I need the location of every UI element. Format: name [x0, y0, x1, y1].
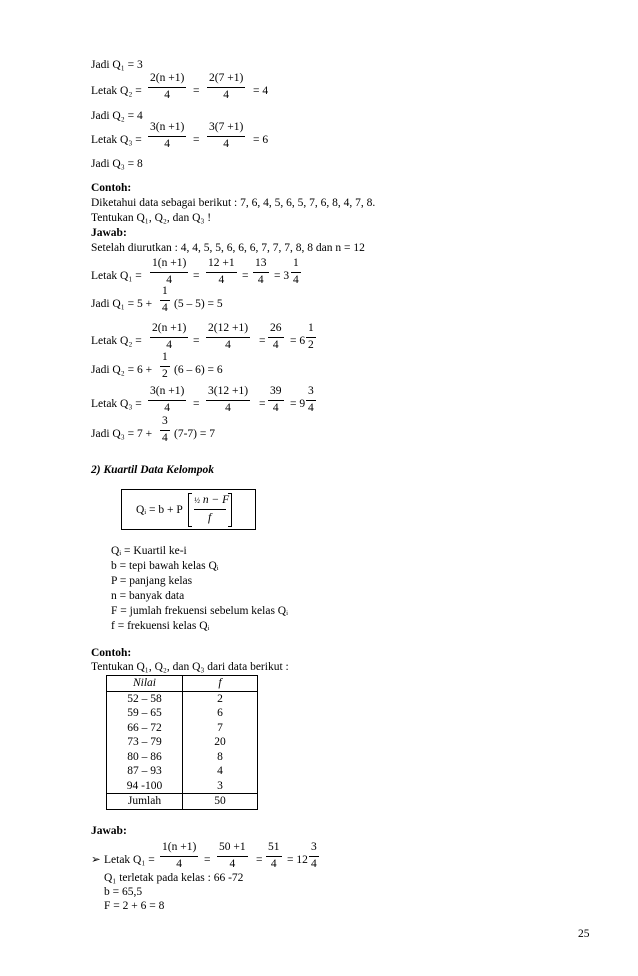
frequency-table	[106, 675, 258, 810]
fraction: 3(7 +1) 4	[209, 121, 244, 150]
line-jadi-q1-calc: Jadi Q₁ = 5 +	[91, 298, 153, 310]
cell-f: 7	[183, 721, 258, 736]
fraction: 12 +1 4	[208, 257, 235, 286]
table-row	[107, 735, 258, 750]
table-row	[107, 721, 258, 736]
line-jadi-q3-calc: Jadi Q₃ = 7 +	[91, 428, 153, 440]
cell-f: 4	[183, 764, 258, 779]
cell-nilai: 73 – 79	[107, 735, 183, 750]
fraction: 1 2	[162, 351, 168, 380]
definition-n: n = banyak data	[111, 590, 185, 602]
fraction: 50 +1 4	[219, 841, 246, 870]
fraction: 3 4	[162, 415, 168, 444]
table-total-row	[107, 794, 258, 810]
line-jadi-q2: Jadi Q₂ = 4	[91, 110, 143, 122]
fraction: 13 4	[255, 257, 267, 286]
fraction: 3 4	[311, 841, 317, 870]
expression: (6 – 6) = 6	[174, 364, 223, 376]
line-letak-q3-ex: Letak Q₃ =	[91, 398, 142, 410]
result: = 3	[274, 270, 290, 282]
cell-f: 8	[183, 750, 258, 765]
line-jadi-q1: Jadi Q₁ = 3	[91, 59, 143, 71]
equals: =	[193, 398, 200, 410]
line-jadi-q3: Jadi Q₃ = 8	[91, 158, 143, 170]
cell-nilai: 59 – 65	[107, 706, 183, 721]
formula-denominator: f	[208, 512, 212, 524]
definition-qi: Qᵢ = Kuartil ke-i	[111, 545, 187, 557]
text-diketahui: Diketahui data sebagai berikut : 7, 6, 4, 5, 6, 5, 7, 6, 8, 4, 7, 8.	[91, 197, 376, 209]
line-jadi-q2-calc: Jadi Q₂ = 6 +	[91, 364, 153, 376]
fraction: 1(n +1) 4	[152, 257, 187, 286]
table-row	[107, 706, 258, 721]
expression: (7-7) = 7	[174, 428, 215, 440]
equals: =	[242, 270, 249, 282]
equals: =	[193, 85, 200, 97]
line-letak-q1-kelompok: Letak Q₁ =	[104, 854, 155, 866]
text-tentukan-2: Tentukan Q₁, Q₂, dan Q₃ dari data berikut :	[91, 661, 289, 673]
line-letak-q1: Letak Q₁ =	[91, 270, 142, 282]
fraction-bar	[194, 509, 226, 510]
result: = 9	[290, 398, 306, 410]
equals: =	[259, 398, 266, 410]
cell-nilai: 66 – 72	[107, 721, 183, 736]
cell-nilai: 52 – 58	[107, 691, 183, 706]
definition-f: f = frekuensi kelas Qᵢ	[111, 620, 210, 632]
heading-contoh: Contoh:	[91, 182, 132, 194]
table-row	[107, 764, 258, 779]
result: = 6	[290, 335, 306, 347]
page-number: 25	[578, 928, 590, 940]
cell-jumlah: Jumlah	[107, 794, 183, 810]
cell-nilai: 87 – 93	[107, 764, 183, 779]
text-F-value: F = 2 + 6 = 8	[104, 900, 165, 912]
fraction: 2(n +1) 4	[152, 322, 187, 351]
fraction: 3(n +1) 4	[150, 121, 185, 150]
heading-contoh-2: Contoh:	[91, 647, 132, 659]
equals: =	[259, 335, 266, 347]
equals: =	[193, 134, 200, 146]
header-f: f	[183, 676, 258, 692]
cell-nilai: 94 -100	[107, 779, 183, 794]
equals: =	[193, 270, 200, 282]
equals: =	[204, 854, 211, 866]
fraction: 26 4	[270, 322, 282, 351]
text-b-value: b = 65,5	[104, 886, 143, 898]
fraction: 51 4	[268, 841, 280, 870]
cell-nilai: 80 – 86	[107, 750, 183, 765]
expression: (5 – 5) = 5	[174, 298, 223, 310]
formula-numerator: ½ n − F	[194, 494, 230, 506]
fraction: 2(n +1) 4	[150, 72, 185, 101]
definition-F: F = jumlah frekuensi sebelum kelas Qᵢ	[111, 605, 288, 617]
definition-b: b = tepi bawah kelas Qᵢ	[111, 560, 219, 572]
heading-jawab-2: Jawab:	[91, 825, 127, 837]
line-letak-q3: Letak Q₃ =	[91, 134, 142, 146]
formula-lhs: Qᵢ = b + P	[136, 504, 183, 516]
table-row	[107, 691, 258, 706]
cell-f: 20	[183, 735, 258, 750]
result: = 12	[287, 854, 308, 866]
cell-f: 6	[183, 706, 258, 721]
fraction: 3(12 +1) 4	[208, 385, 249, 414]
result: = 6	[253, 134, 269, 146]
text-tentukan: Tentukan Q₁, Q₂, dan Q₃ !	[91, 212, 212, 224]
line-letak-q2-ex: Letak Q₂ =	[91, 335, 142, 347]
table-row	[107, 779, 258, 794]
arrow-bullet-icon: ➢	[91, 854, 101, 866]
header-nilai: Nilai	[107, 676, 183, 692]
line-letak-q2: Letak Q₂ =	[91, 85, 142, 97]
table-header-row	[107, 676, 258, 692]
cell-total-f: 50	[183, 794, 258, 810]
table-row	[107, 750, 258, 765]
fraction: 3 4	[308, 385, 314, 414]
text-terletak: Q₁ terletak pada kelas : 66 -72	[104, 872, 244, 884]
fraction: 1 2	[308, 322, 314, 351]
heading-jawab: Jawab:	[91, 227, 127, 239]
fraction: 2(7 +1) 4	[209, 72, 244, 101]
fraction: 1 4	[162, 285, 168, 314]
result: = 4	[253, 85, 269, 97]
fraction: 3(n +1) 4	[150, 385, 185, 414]
fraction: 2(12 +1) 4	[208, 322, 249, 351]
cell-f: 2	[183, 691, 258, 706]
fraction: 1(n +1) 4	[162, 841, 197, 870]
text-diurutkan: Setelah diurutkan : 4, 4, 5, 5, 6, 6, 6, 7, 7, 7, 8, 8 dan n = 12	[91, 242, 365, 254]
definition-p: P = panjang kelas	[111, 575, 193, 587]
section-heading: 2) Kuartil Data Kelompok	[91, 464, 214, 476]
bracket-left	[188, 493, 192, 527]
fraction: 1 4	[293, 257, 299, 286]
equals: =	[256, 854, 263, 866]
formula-box	[121, 489, 256, 530]
fraction: 39 4	[270, 385, 282, 414]
cell-f: 3	[183, 779, 258, 794]
equals: =	[193, 335, 200, 347]
